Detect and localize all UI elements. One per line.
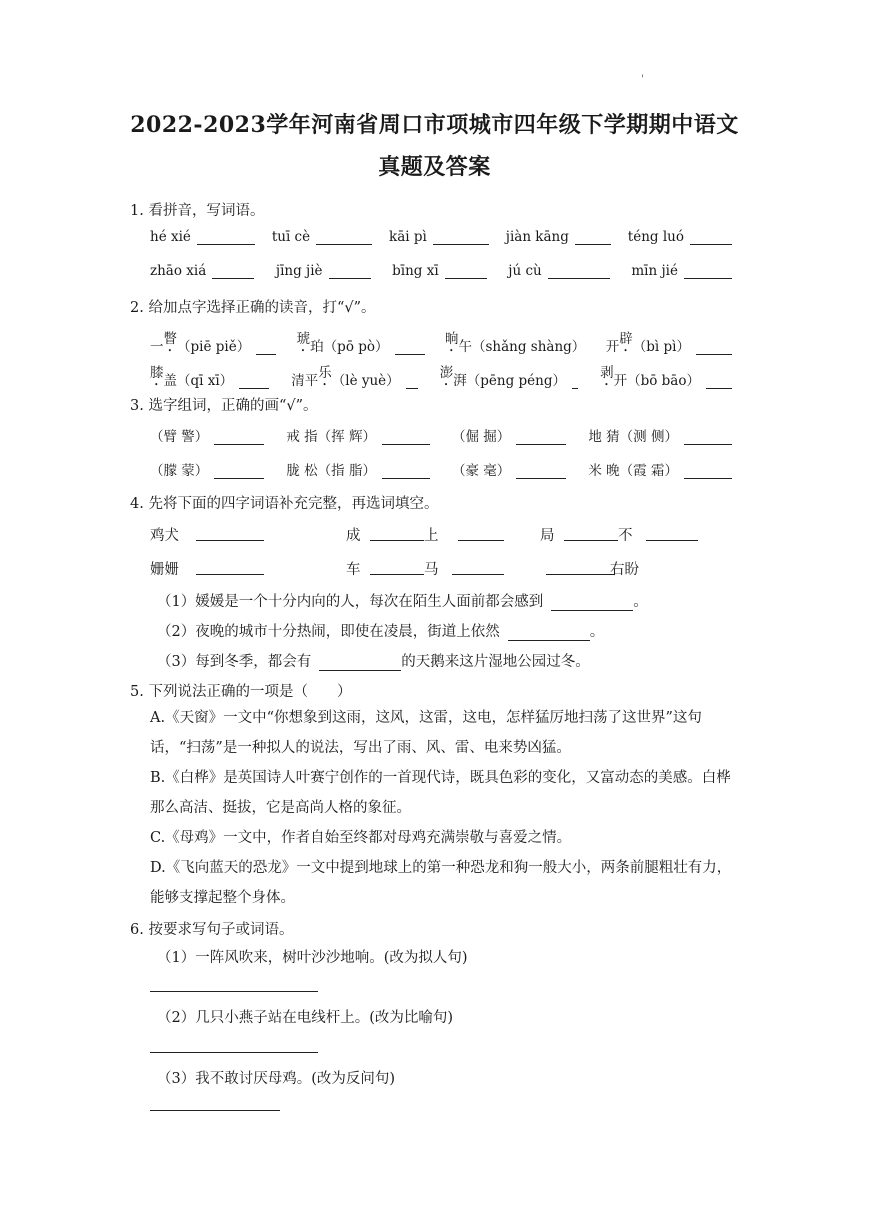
answer-blank[interactable]: [256, 340, 276, 355]
dotted-char: 剥: [600, 365, 614, 381]
answer-blank[interactable]: [382, 464, 430, 479]
answer-blank[interactable]: [214, 464, 264, 479]
dotted-char: 晌: [444, 331, 459, 347]
char-choice: （豪 毫）: [452, 463, 511, 479]
pinyin: jiàn kāng: [505, 229, 569, 245]
pinyin-item: [150, 263, 254, 279]
pinyin-item: [272, 229, 372, 245]
char-choice: 米 晚（霞 霜）: [588, 463, 678, 479]
dotted-char: 乐: [318, 365, 332, 381]
page-title-line2: 真题及答案: [378, 154, 491, 180]
pinyin: tuī cè: [271, 229, 311, 245]
choice-item: [286, 459, 430, 479]
answer-blank[interactable]: [706, 374, 732, 389]
q4-sentence-1: [157, 590, 648, 611]
dotted-char: 瞥: [163, 331, 177, 347]
choice-item: [150, 459, 264, 479]
q2-row-2: [150, 361, 732, 389]
reading-item: [445, 327, 585, 355]
reading-options: （piē piě）: [177, 339, 251, 355]
option-c[interactable]: C.《母鸡》一文中，作者自始至终都对母鸡充满崇敬与喜爱之情。: [150, 830, 572, 846]
pinyin-item: [392, 263, 487, 279]
answer-blank[interactable]: [382, 430, 430, 445]
pinyin: jīng jiè: [275, 263, 323, 279]
q2-row-1: [150, 327, 732, 355]
sentence-text: （3）每到冬季，都会有: [157, 654, 312, 670]
choice-item: [286, 425, 430, 445]
pinyin-item: [628, 229, 732, 245]
choice-item: [588, 459, 732, 479]
char-choice: （臂 警）: [150, 429, 209, 445]
option-b[interactable]: B.《白桦》是英国诗人叶赛宁创作的一首现代诗，既具色彩的变化，又富动态的美感。白桦那么高洁、挺拔，它是高尚人格的象征。: [150, 770, 731, 816]
word-part: 开: [605, 339, 620, 355]
pinyin: zhāo xiá: [150, 263, 207, 279]
answer-blank[interactable]: [575, 230, 611, 245]
pinyin: kāi pì: [389, 229, 427, 245]
page-title: 2022-2023学年河南省周口市项城市四年级下学期期中语文: [130, 112, 739, 138]
answer-blank[interactable]: [197, 230, 255, 245]
answer-blank[interactable]: [684, 464, 732, 479]
q4-sentence-3: [157, 650, 590, 671]
sentence-end: 。: [633, 594, 648, 610]
char-choice: 戒 指（挥 辉）: [286, 429, 376, 445]
answer-blank[interactable]: [696, 340, 732, 355]
question-1-stem: 1. 看拼音，写词语。: [130, 203, 265, 219]
idiom-part: 车: [346, 562, 361, 578]
question-4-stem: 4. 先将下面的四字词语补充完整，再选词填空。: [130, 496, 439, 512]
reading-item: [297, 327, 425, 355]
idiom-part: 上: [424, 528, 439, 544]
char-choice: 地 猜（测 侧）: [588, 429, 678, 445]
option-d[interactable]: D.《飞向蓝天的恐龙》一文中提到地球上的第一种恐龙和狗一般大小，两条前腿粗壮有力，能够支撑起整个身体。: [150, 860, 732, 906]
answer-blank[interactable]: [196, 560, 264, 575]
answer-blank[interactable]: [684, 264, 732, 279]
choice-item: [150, 425, 264, 445]
answer-blank[interactable]: [684, 430, 732, 445]
answer-blank[interactable]: [646, 526, 698, 541]
question-2-stem: 2. 给加点字选择正确的读音，打“√”。: [130, 300, 376, 316]
q6-prompt-3: （3）我不敢讨厌母鸡。(改为反问句): [157, 1071, 396, 1087]
dotted-char: 辟: [619, 331, 633, 347]
question-6-stem: 6. 按要求写句子或词语。: [130, 922, 294, 938]
pinyin: mīn jié: [631, 263, 678, 279]
q6-prompt-1: （1）一阵风吹来，树叶沙沙地响。(改为拟人句): [157, 950, 468, 966]
answer-blank[interactable]: [572, 374, 578, 389]
idiom-part: 鸡犬: [150, 528, 179, 544]
answer-blank[interactable]: [239, 374, 269, 389]
idiom-part: 成: [346, 528, 361, 544]
word-part: 湃: [453, 373, 467, 389]
reading-options: （bì pì）: [632, 339, 690, 355]
choice-item: [452, 459, 566, 479]
word-part: 开: [613, 373, 628, 389]
q3-row-1: [150, 425, 732, 445]
idiom-part: 姗姗: [150, 562, 179, 578]
reading-options: （pēng péng）: [466, 373, 566, 389]
sentence-end: 。: [589, 624, 605, 640]
question-3-stem: 3. 选字组词，正确的画“√”。: [130, 398, 318, 414]
reading-options: （shǎng shàng）: [471, 339, 586, 355]
answer-blank[interactable]: [212, 264, 254, 279]
answer-blank[interactable]: [316, 230, 372, 245]
reading-item: [150, 327, 276, 355]
answer-blank[interactable]: [370, 560, 424, 575]
sentence-text: （2）夜晚的城市十分热闹，即使在凌晨，街道上依然: [157, 624, 500, 640]
reading-options: （bō bāo）: [627, 373, 700, 389]
q6-prompt-2: （2）几只小燕子站在电线杆上。(改为比喻句): [157, 1010, 454, 1026]
dotted-char: 膝: [150, 365, 164, 381]
word-part: 午: [458, 339, 472, 355]
dotted-char: 澎: [439, 365, 454, 381]
q5-options: [130, 703, 734, 913]
q3-row-2: [150, 459, 732, 479]
sentence-end: 的天鹅来这片湿地公园过冬。: [401, 654, 590, 670]
answer-blank[interactable]: [370, 526, 424, 541]
answer-blank[interactable]: [516, 464, 566, 479]
char-choice: 胧 松（指 脂）: [286, 463, 376, 479]
word-part: 珀: [310, 339, 324, 355]
answer-line[interactable]: [150, 1051, 318, 1053]
dotted-char: 琥: [296, 331, 311, 347]
question-5-stem: 5. 下列说法正确的一项是（ ）: [130, 684, 352, 700]
pinyin-item: [150, 229, 255, 245]
answer-blank[interactable]: [319, 656, 401, 671]
idiom-part: 右盼: [610, 562, 639, 578]
q4-sentence-2: [157, 620, 604, 641]
q1-row-2: [150, 263, 732, 279]
reading-item: [600, 361, 732, 389]
pinyin: jú cù: [508, 263, 542, 279]
pinyin-item: [631, 263, 732, 279]
answer-blank[interactable]: [445, 264, 487, 279]
char-choice: （朦 蒙）: [150, 463, 209, 479]
answer-blank[interactable]: [551, 596, 633, 611]
answer-line[interactable]: [150, 1109, 280, 1111]
word-part: 清平: [291, 373, 319, 389]
reading-options: （qī xī）: [177, 373, 234, 389]
char-choice: （倔 掘）: [452, 429, 511, 445]
answer-blank[interactable]: [214, 430, 264, 445]
q1-row-1: [150, 229, 732, 245]
answer-blank[interactable]: [196, 526, 264, 541]
pinyin: hé xié: [150, 229, 191, 245]
pinyin: téng luó: [627, 229, 684, 245]
reading-item: [606, 327, 732, 355]
reading-item: [150, 361, 269, 389]
answer-blank[interactable]: [406, 374, 418, 389]
answer-blank[interactable]: [564, 526, 618, 541]
answer-blank[interactable]: [548, 264, 610, 279]
word-part: 一: [150, 339, 164, 355]
option-a[interactable]: A.《天窗》一文中“你想象到这雨，这风，这雷，这电，怎样猛厉地扫荡了这世界”这句话，“扫荡”是一种拟人的说法，写出了雨、风、雷、电来势凶猛。: [150, 710, 702, 756]
answer-line[interactable]: [150, 990, 318, 992]
corner-mark: ': [641, 74, 644, 85]
answer-blank[interactable]: [546, 560, 614, 575]
answer-blank[interactable]: [516, 430, 566, 445]
idiom-part: 马: [424, 562, 439, 578]
reading-item: [440, 361, 578, 389]
sentence-text: （1）媛媛是一个十分内向的人，每次在陌生人面前都会感到: [157, 594, 544, 610]
answer-blank[interactable]: [508, 626, 590, 641]
pinyin: bīng xī: [392, 263, 439, 279]
answer-blank[interactable]: [452, 560, 504, 575]
reading-item: [291, 361, 417, 389]
pinyin-item: [508, 263, 609, 279]
reading-options: （pō pò）: [323, 339, 389, 355]
pinyin-item: [276, 263, 371, 279]
word-part: 盖: [163, 373, 177, 389]
answer-blank[interactable]: [395, 340, 425, 355]
pinyin-item: [506, 229, 611, 245]
answer-blank[interactable]: [690, 230, 732, 245]
reading-options: （lè yuè）: [331, 373, 400, 389]
idiom-part: 不: [618, 528, 633, 544]
choice-item: [452, 425, 566, 445]
answer-blank[interactable]: [433, 230, 489, 245]
answer-blank[interactable]: [458, 526, 504, 541]
pinyin-item: [389, 229, 489, 245]
choice-item: [588, 425, 732, 445]
idiom-part: 局: [540, 528, 555, 544]
answer-blank[interactable]: [329, 264, 371, 279]
